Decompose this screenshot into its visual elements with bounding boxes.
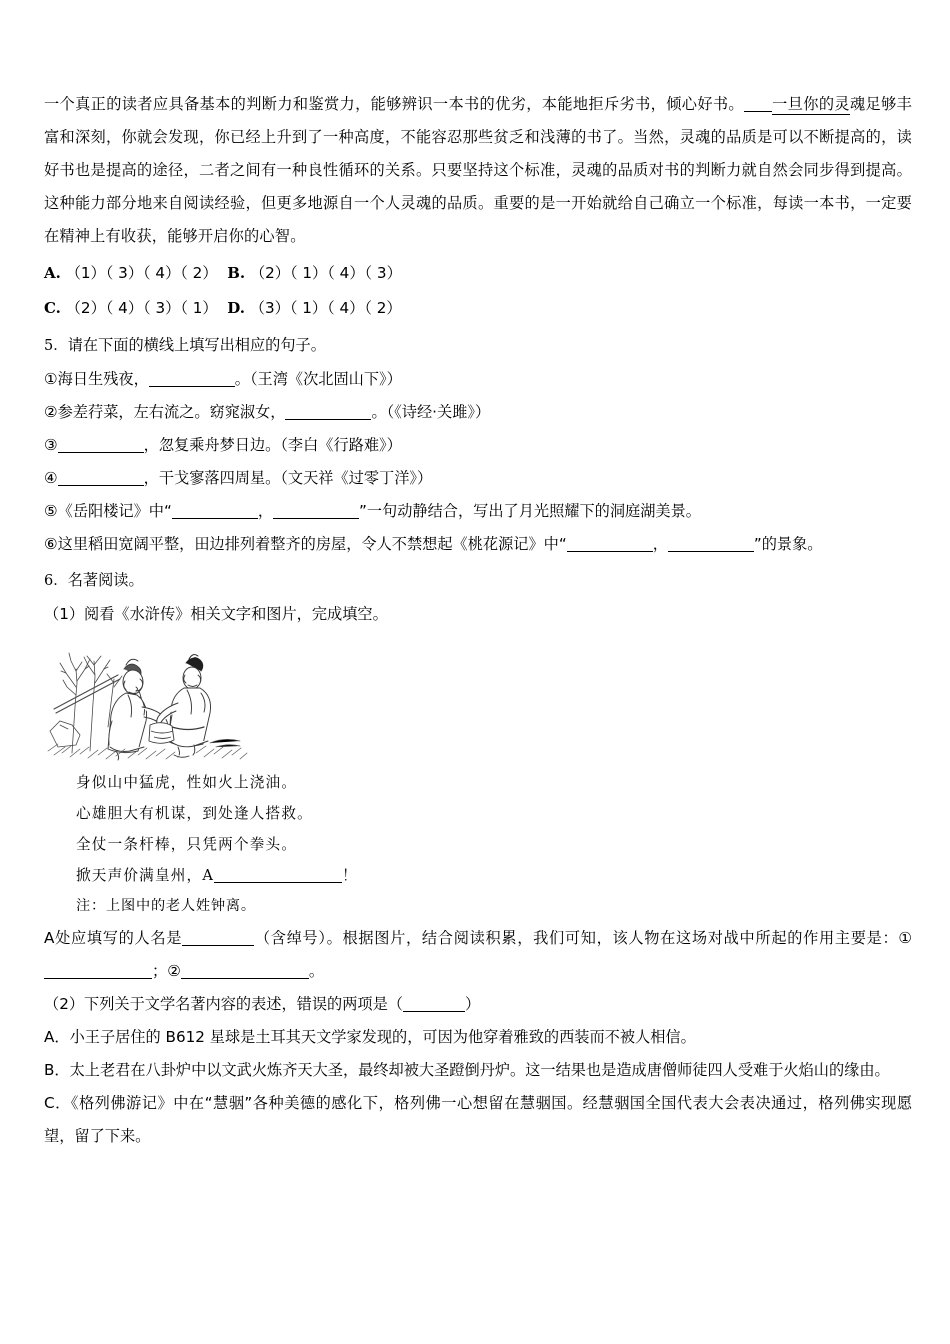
question-6-option-c[interactable] [44,1087,912,1153]
poem-line-4-after: ！ [342,867,358,884]
question-6-option-b[interactable] [44,1054,912,1087]
question-5-item-3 [44,429,912,462]
fill-blank[interactable] [58,470,144,486]
item-middle: ， [257,502,273,520]
fill-sub-2-marker: ② [167,962,181,980]
option-b-letter: B． [44,1061,70,1079]
question-6-part-1 [44,598,912,631]
passage-underlined-fragment: 一旦你的灵 [772,95,850,113]
choice-b-value[interactable]: （2）（ 1）（ 4）（ 3） [249,264,402,282]
choice-d-letter[interactable]: D. [227,299,245,317]
part-1-label: （1） [44,605,85,623]
illustration-svg [46,635,248,761]
question-5-item-6 [44,528,912,561]
poem-block [76,767,912,891]
water-margin-illustration [46,635,248,761]
item-after: ，忽复乘舟梦日边。（李白《行路难》） [143,436,402,454]
page-content [44,88,912,1153]
part-2-label: （2） [44,995,85,1013]
choice-b-letter[interactable]: B. [227,264,246,282]
choice-c-letter[interactable]: C. [44,299,61,317]
fill-blank[interactable] [58,437,144,453]
part-2-text-end: ） [464,995,481,1013]
item-after: ”一句动静结合，写出了月光照耀下的洞庭湖美景。 [359,502,701,520]
item-marker: ⑥ [44,535,58,553]
item-after: 。（《诗经·关雎》） [371,403,491,421]
choice-a-letter[interactable]: A. [44,264,61,282]
option-c-text: 《格列佛游记》中在“慧骃”各种美德的感化下，格列佛一心想留在慧骃国。经慧骃国全国代表大会表决通过，格列佛实现愿望，留了下来。 [44,1094,913,1145]
question-5-item-1 [44,363,912,396]
fill-sub-1-marker: ① [898,929,912,947]
passage-inline-blank[interactable] [744,96,772,112]
poem-line-4-before: 掀天声价满皇州， [76,867,203,884]
question-6-fill-line [44,922,912,988]
fill-line-before: A处应填写的人名是 [44,929,183,947]
fill-blank[interactable] [567,536,653,552]
part-1-text: 阅看《水浒传》相关文字和图片，完成填空。 [84,605,388,623]
question-5-item-5 [44,495,912,528]
fill-blank[interactable] [285,404,371,420]
passage-continuation: 魂足够丰富和深刻，你就会发现，你已经上升到了一种高度，不能容忍那些贫乏和浅薄的书了。当然，灵魂的品质是可以不断提高的，读好书也是提高的途径，二者之间有一种良性循环的关系。只要坚持这个标准，灵魂的品质对书的判断力就自然会同步得到提高。这种能力部分地来自阅读经验，但更多地源自一个人灵魂的品质。重要的是一开始就给自己确立一个标准，每读一本书，一定要在精神上有收获，能够开启你的心智。 [44,95,913,245]
question-5-item-2 [44,396,912,429]
item-after: ”的景象。 [753,535,823,553]
figure-note: 注：上图中的老人姓钟离。 [76,898,256,914]
choice-a-value[interactable]: （1）（ 3）（ 4）（ 2） [65,264,218,282]
poem-line-2: 心雄胆大有机谋，到处逢人搭救。 [76,805,313,822]
choices-row-2 [44,291,912,326]
fill-blank[interactable] [273,503,359,519]
choice-c-value[interactable]: （2）（ 4）（ 3）（ 1） [65,299,218,317]
blank-label-a: A [202,867,215,884]
reading-passage [44,88,912,253]
question-6-number: 6． [44,573,68,589]
question-6-part-2 [44,988,912,1021]
item-before: 海日生残夜， [57,370,149,388]
poem-fill-blank[interactable] [214,867,342,883]
item-before: 这里稻田宽阔平整，田边排列着整齐的房屋，令人不禁想起《桃花源记》中“ [57,535,567,553]
question-5-stem [44,329,912,363]
effect-blank-2[interactable] [181,963,309,979]
option-c-letter: C． [44,1094,71,1112]
item-before: 参差荇菜，左右流之。窈窕淑女， [57,403,286,421]
fill-end: 。 [308,962,324,980]
passage-text: 一个真正的读者应具备基本的判断力和鉴赏力，能够辨识一本书的优劣，本能地拒斥劣书，倾心好书。 [44,95,744,113]
question-6-option-a[interactable] [44,1021,912,1054]
item-marker: ⑤ [44,502,58,520]
choices-row-1 [44,256,912,291]
choice-d-value[interactable]: （3）（ 1）（ 4）（ 2） [249,299,402,317]
item-marker: ③ [44,436,58,454]
question-6-stem-text: 名著阅读。 [67,571,144,589]
item-marker: ④ [44,469,58,487]
question-6-stem [44,564,912,598]
option-a-letter: A． [44,1028,70,1046]
part-2-answer-blank[interactable] [403,996,465,1012]
fill-blank[interactable] [172,503,258,519]
item-marker: ① [44,370,58,388]
poem-line-4 [76,860,912,891]
option-a-text: 小王子居住的 B612 星球是土耳其天文学家发现的，可因为他穿着雅致的西装而不被人相信。 [69,1028,696,1046]
effect-blank-1[interactable] [44,963,152,979]
name-fill-blank[interactable] [182,930,254,946]
question-5-item-4 [44,462,912,495]
question-5-stem-text: 请在下面的横线上填写出相应的句子。 [67,336,326,354]
item-after: 。（王湾《次北固山下》） [234,370,402,388]
item-before: 《岳阳楼记》中“ [57,502,172,520]
fill-blank[interactable] [149,371,235,387]
poem-line-1: 身似山中猛虎，性如火上浇油。 [76,774,298,791]
item-marker: ② [44,403,58,421]
part-2-text: 下列关于文学名著内容的表述，错误的两项是（ [84,995,403,1013]
fill-line-after: （含绰号）。根据图片，结合阅读积累，我们可知，该人物在这场对战中所起的作用主要是： [254,929,899,947]
item-after: ，干戈寥落四周星。（文天祥《过零丁洋》） [143,469,433,487]
fill-sep: ； [152,962,168,980]
fill-blank[interactable] [668,536,754,552]
option-b-text: 太上老君在八卦炉中以文武火炼齐天大圣，最终却被大圣蹬倒丹炉。这一结果也是造成唐僧师徒四人受难于火焰山的缘由。 [69,1061,890,1079]
question-5-number: 5． [44,338,68,354]
poem-line-3: 全仗一条杆棒，只凭两个拳头。 [76,836,298,853]
item-middle: ， [652,535,668,553]
